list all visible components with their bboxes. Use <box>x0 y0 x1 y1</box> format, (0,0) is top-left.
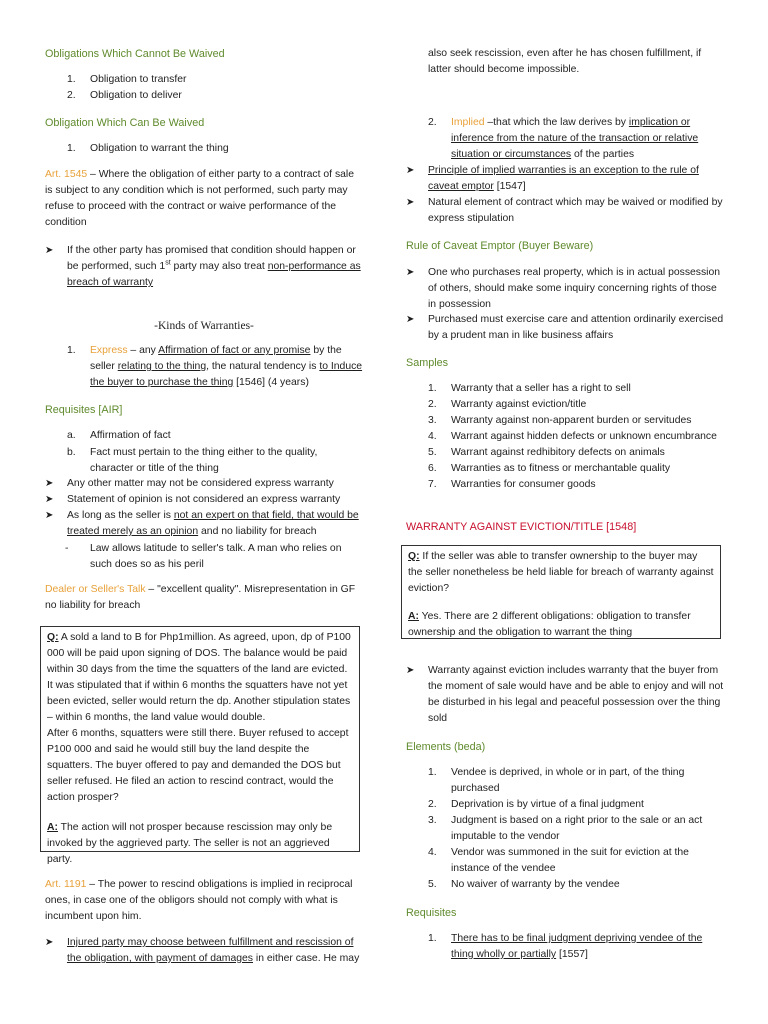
arrow-bullet-icon: ➤ <box>45 245 54 256</box>
kinds-of-warranties-title: -Kinds of Warranties- <box>154 320 254 332</box>
arrow-bullet-icon: ➤ <box>406 165 415 176</box>
answer-text: A: Yes. There are 2 different obligations: obligation to transfer ownership and the obligation to warrant the thing <box>408 611 691 638</box>
heading-cannot-waived: Obligations Which Cannot Be Waived <box>45 48 225 60</box>
heading-requisites-air: Requisites [AIR] <box>45 404 123 416</box>
art-1545-paragraph: Art. 1545 – Where the obligation of either party to a contract of sale is subject to any condition which is not performed, such party may refuse to proceed with the contract or waive performance of the condition <box>45 169 355 228</box>
arrow-bullet-icon: ➤ <box>45 510 54 521</box>
qa-box-rescission <box>40 626 360 865</box>
question-text: Q: A sold a land to B for Php1million. As agreed, upon, dp of P100 000 will be paid upon signing of DOS. The balance would be paid within 30 days from the time the squatters of the land are evicted. It was stipulated that if within 6 months the squatters have not yet been evicted, seller would return the dp. Another stipulation states – within 6 months, the land value would double. <box>47 632 351 723</box>
qa-box-eviction <box>401 545 721 639</box>
arrow-bullet-icon: ➤ <box>406 314 415 325</box>
question-text-continued: After 6 months, squatters were still there. Buyer refused to accept P100 000 and said he would still buy the land despite the squatters. The buyer offered to pay and demanded the DOS but seller refused. He filed an action to rescind contract, would the action prosper? <box>47 728 349 803</box>
heading-warranty-eviction: WARRANTY AGAINST EVICTION/TITLE [1548] <box>406 521 637 533</box>
heading-elements: Elements (beda) <box>406 741 486 753</box>
question-text: Q: If the seller was able to transfer ownership to the buyer may the seller nonetheless be held liable for breach of warranty against eviction? <box>408 551 714 594</box>
arrow-bullet-icon: ➤ <box>45 478 54 489</box>
answer-text: A: The action will not prosper because rescission may only be invoked by the aggrieved party. The seller is not an aggrieved party. <box>47 822 333 865</box>
arrow-bullet-icon: ➤ <box>406 197 415 208</box>
heading-can-waived: Obligation Which Can Be Waived <box>45 117 205 129</box>
arrow-bullet-icon: ➤ <box>406 267 415 278</box>
art-1191-paragraph: Art. 1191 – The power to rescind obligations is implied in reciprocal ones, in case one of the obligors should not comply with what is incumbent upon him. <box>45 879 353 922</box>
arrow-bullet-icon: ➤ <box>45 937 54 948</box>
heading-caveat-emptor: Rule of Caveat Emptor (Buyer Beware) <box>406 240 594 252</box>
arrow-bullet-icon: ➤ <box>406 665 415 676</box>
heading-requisites: Requisites <box>406 907 457 919</box>
heading-samples: Samples <box>406 357 449 369</box>
dealer-talk-paragraph: Dealer or Seller's Talk – "excellent quality". Misrepresentation in GF no liability for breach <box>45 584 356 611</box>
arrow-bullet-icon: ➤ <box>45 494 54 505</box>
continued-text: also seek rescission, even after he has chosen fulfillment, if latter should become impossible. <box>428 48 702 75</box>
